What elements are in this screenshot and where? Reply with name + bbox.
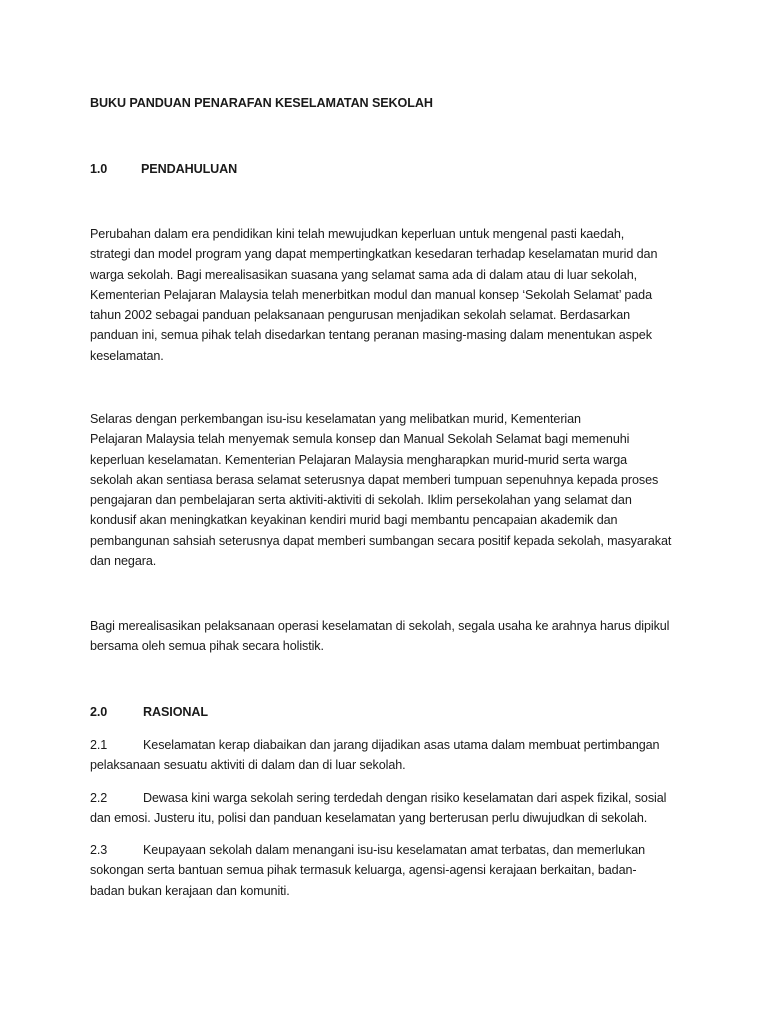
list-item-2-3 bbox=[90, 840, 690, 901]
item-number: 2.1 bbox=[90, 738, 108, 752]
item-text: Dewasa kini warga sekolah sering terdedah dengan risiko keselamatan dari aspek fizikal, sosial dan emosi. Justeru itu, polisi dan panduan keselamatan yang berterusan perlu diwujudkan di sekolah. bbox=[90, 791, 667, 826]
paragraph-3: Bagi merealisasikan pelaksanaan operasi keselamatan di sekolah, segala usaha ke arahnya harus dipikul bersama oleh semua pihak secara holistik. bbox=[90, 619, 670, 654]
section-number: 2.0 bbox=[90, 705, 108, 719]
document-title: BUKU PANDUAN PENARAFAN KESELAMATAN SEKOLAH bbox=[90, 96, 433, 110]
list-item-2-2 bbox=[90, 788, 690, 829]
item-number: 2.2 bbox=[90, 791, 108, 805]
item-text: Keupayaan sekolah dalam menangani isu-isu keselamatan amat terbatas, dan memerlukan sokongan serta bantuan semua pihak termasuk keluarga, agensi-agensi kerajaan berkaitan, badan- badan bukan kerajaan dan komuniti. bbox=[90, 843, 646, 898]
paragraph-2: Selaras dengan perkembangan isu-isu keselamatan yang melibatkan murid, Kementerian Pelajaran Malaysia telah menyemak semula konsep dan Manual Sekolah Selamat bagi memenuhi keperluan keselamatan. Kementerian Pelajaran Malaysia mengharapkan murid-murid serta warga sekolah akan sentiasa berasa selamat seterusnya dapat memberi tumpuan sepenuhnya kepada proses pengajaran dan pembelajaran serta aktiviti-aktiviti di sekolah. Iklim persekolahan yang selamat dan kondusif akan meningkatkan keyakinan kendiri murid bagi membantu pencapaian akademik dan pembangunan sahsiah seterusnya dapat memberi sumbangan secara positif kepada sekolah, masyarakat dan negara. bbox=[90, 412, 672, 569]
section-title: PENDAHULUAN bbox=[141, 162, 238, 176]
section-heading-rasional bbox=[90, 702, 690, 722]
list-item-2-1 bbox=[90, 735, 690, 776]
item-number: 2.3 bbox=[90, 843, 108, 857]
section-number: 1.0 bbox=[90, 162, 108, 176]
paragraph-1: Perubahan dalam era pendidikan kini telah mewujudkan keperluan untuk mengenal pasti kaedah, strategi dan model program yang dapat mempertingkatkan kesedaran terhadap keselamatan murid dan warga sekolah. Bagi merealisasikan suasana yang selamat sama ada di dalam atau di luar sekolah, Kementerian Pelajaran Malaysia telah menerbitkan modul dan manual konsep ‘Sekolah Selamat’ pada tahun 2002 sebagai panduan pelaksanaan pengurusan menjadikan sekolah selamat. Berdasarkan panduan ini, semua pihak telah disedarkan tentang peranan masing-masing dalam menentukan aspek keselamatan. bbox=[90, 227, 658, 363]
section-title: RASIONAL bbox=[143, 705, 208, 719]
item-text: Keselamatan kerap diabaikan dan jarang dijadikan asas utama dalam membuat pertimbangan pelaksanaan sesuatu aktiviti di dalam dan di luar sekolah. bbox=[90, 738, 660, 773]
section-heading-pendahuluan bbox=[90, 159, 690, 179]
